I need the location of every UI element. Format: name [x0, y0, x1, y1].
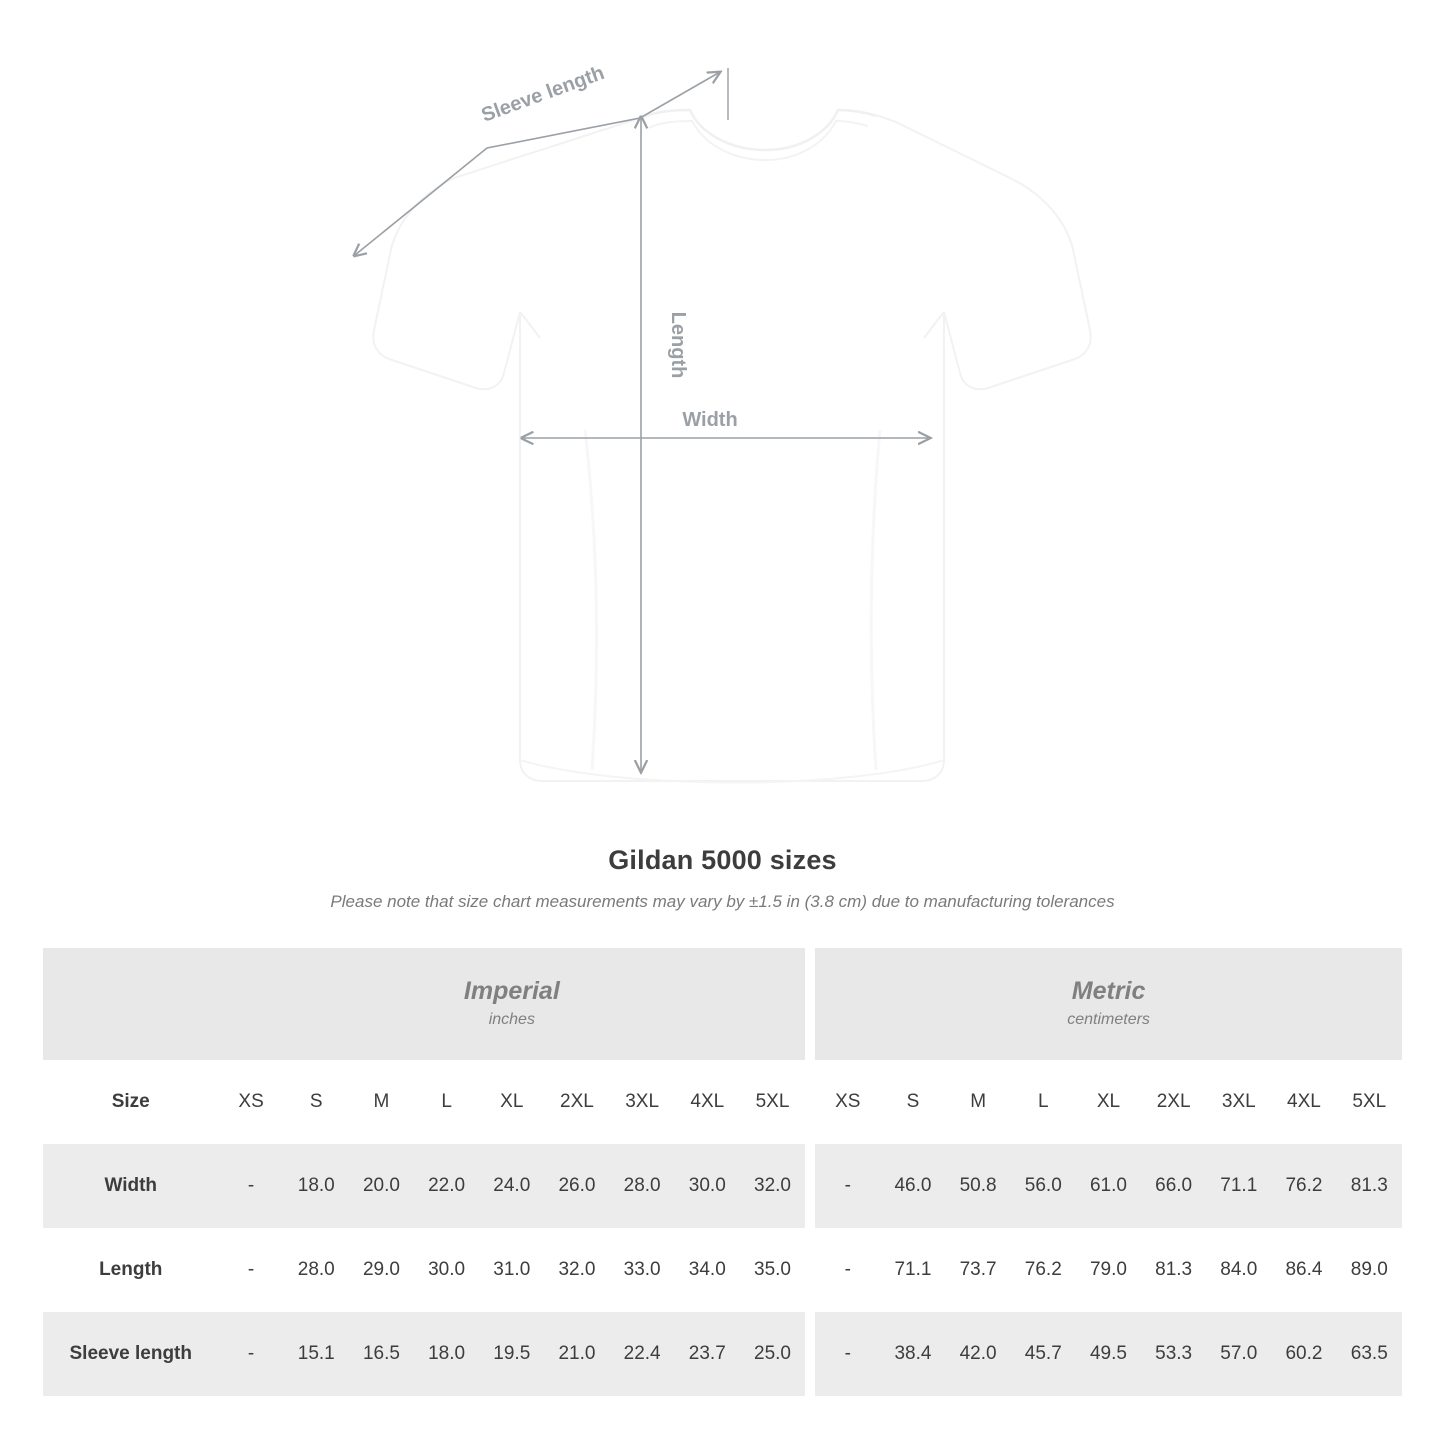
cell-width-imperial-3xl: 28.0: [610, 1144, 675, 1228]
cell-length-metric-xs: -: [844, 1259, 851, 1280]
cell-sleeve-imperial-3xl: 22.4: [610, 1312, 675, 1396]
row-label-width: Width: [43, 1144, 219, 1228]
unit-metric-sub: centimeters: [1067, 1010, 1150, 1028]
cell-length-imperial-2xl: 32.0: [558, 1259, 596, 1280]
size-header-imperial-5xl: 5XL: [740, 1060, 805, 1144]
row-label-sleeve-length: Sleeve length: [43, 1312, 219, 1396]
cell-length-imperial-3xl: 33.0: [623, 1259, 661, 1280]
cell-length-metric-l: 76.2: [1024, 1259, 1062, 1280]
cell-sleeve-metric-5xl: 63.5: [1337, 1312, 1402, 1396]
table-row: [43, 1144, 1402, 1228]
length-label: Length: [667, 311, 689, 379]
cell-sleeve-metric-4xl: 60.2: [1271, 1312, 1336, 1396]
size-header-imperial-xl: XL: [479, 1060, 544, 1144]
size-header-imperial-l: L: [414, 1060, 479, 1144]
row-gap-width: [805, 1144, 815, 1228]
unit-header-row: [43, 948, 1402, 1060]
size-header-metric-4xl: 4XL: [1271, 1060, 1336, 1144]
cell-width-imperial-m: 20.0: [349, 1144, 414, 1228]
cell-width-metric-m: 50.8: [946, 1144, 1011, 1228]
size-header-gap: [805, 1060, 815, 1144]
cell-width-metric-2xl: 66.0: [1141, 1144, 1206, 1228]
cell-width-imperial-xl: 24.0: [479, 1144, 544, 1228]
title-block: [0, 845, 1445, 912]
size-header-metric-2xl: 2XL: [1141, 1060, 1206, 1144]
cell-sleeve-imperial-s: 15.1: [284, 1312, 349, 1396]
cell-length-metric-3xl: 84.0: [1220, 1259, 1258, 1280]
unit-imperial-name: Imperial: [463, 976, 560, 1005]
size-header-imperial-s: S: [284, 1060, 349, 1144]
cell-width-metric-4xl: 76.2: [1271, 1144, 1336, 1228]
cell-width-metric-xl: 61.0: [1076, 1144, 1141, 1228]
cell-sleeve-metric-xs: -: [815, 1312, 880, 1396]
unit-metric-name: Metric: [1071, 976, 1146, 1005]
cell-length-metric-s: 71.1: [894, 1259, 932, 1280]
size-header-metric-5xl: 5XL: [1337, 1060, 1402, 1144]
cell-width-imperial-4xl: 30.0: [675, 1144, 740, 1228]
cell-width-metric-l: 56.0: [1011, 1144, 1076, 1228]
cell-length-metric-m: 73.7: [959, 1259, 997, 1280]
cell-length-metric-2xl: 81.3: [1155, 1259, 1193, 1280]
size-header-metric-3xl: 3XL: [1206, 1060, 1271, 1144]
size-header-imperial-xs: XS: [219, 1060, 284, 1144]
cell-width-imperial-l: 22.0: [414, 1144, 479, 1228]
size-header-metric-s: S: [880, 1060, 945, 1144]
sleeve-length-label: Sleeve length: [478, 61, 608, 127]
size-header-imperial-2xl: 2XL: [544, 1060, 609, 1144]
cell-sleeve-metric-s: 38.4: [880, 1312, 945, 1396]
cell-length-imperial-xs: -: [247, 1259, 255, 1280]
size-header-row: [43, 1060, 1402, 1144]
cell-width-metric-xs: -: [815, 1144, 880, 1228]
cell-sleeve-metric-3xl: 57.0: [1206, 1312, 1271, 1396]
unit-header-metric: [815, 948, 1402, 1060]
size-header-imperial-4xl: 4XL: [675, 1060, 740, 1144]
cell-sleeve-metric-m: 42.0: [946, 1312, 1011, 1396]
unit-header-imperial: [219, 948, 806, 1060]
cell-width-metric-3xl: 71.1: [1206, 1144, 1271, 1228]
unit-imperial-sub: inches: [488, 1010, 535, 1028]
row-label-length: Length: [99, 1259, 163, 1280]
page-title: Gildan 5000 sizes: [608, 845, 837, 875]
cell-length-imperial-4xl: 34.0: [688, 1259, 726, 1280]
cell-sleeve-metric-2xl: 53.3: [1141, 1312, 1206, 1396]
cell-length-metric-4xl: 86.4: [1285, 1259, 1323, 1280]
cell-width-imperial-5xl: 32.0: [740, 1144, 805, 1228]
cell-sleeve-imperial-5xl: 25.0: [740, 1312, 805, 1396]
cell-sleeve-imperial-xl: 19.5: [479, 1312, 544, 1396]
cell-length-imperial-s: 28.0: [297, 1259, 335, 1280]
size-header-imperial-m: M: [349, 1060, 414, 1144]
cell-width-imperial-2xl: 26.0: [544, 1144, 609, 1228]
cell-sleeve-imperial-m: 16.5: [349, 1312, 414, 1396]
size-header-metric-xl: XL: [1076, 1060, 1141, 1144]
cell-length-imperial-m: 29.0: [362, 1259, 400, 1280]
cell-sleeve-imperial-xs: -: [219, 1312, 284, 1396]
cell-length-imperial-l: 30.0: [428, 1259, 466, 1280]
tshirt-shape: [373, 110, 1090, 783]
cell-length-imperial-xl: 31.0: [493, 1259, 531, 1280]
unit-header-gap: [805, 948, 815, 1060]
unit-header-empty: [43, 948, 219, 1060]
cell-width-metric-5xl: 81.3: [1337, 1144, 1402, 1228]
size-header-imperial-3xl: 3XL: [610, 1060, 675, 1144]
size-header-label: Size: [43, 1060, 219, 1144]
row-gap-sleeve: [805, 1312, 815, 1396]
width-label: Width: [682, 409, 738, 431]
cell-sleeve-imperial-l: 18.0: [414, 1312, 479, 1396]
size-table-wrapper: [43, 948, 1402, 1396]
size-header-metric-m: M: [946, 1060, 1011, 1144]
table-row: [43, 1228, 1402, 1312]
cell-length-metric-5xl: 89.0: [1350, 1259, 1388, 1280]
size-header-metric-l: L: [1011, 1060, 1076, 1144]
cell-sleeve-metric-l: 45.7: [1011, 1312, 1076, 1396]
cell-length-metric-xl: 79.0: [1089, 1259, 1127, 1280]
table-row: [43, 1312, 1402, 1396]
cell-width-imperial-s: 18.0: [284, 1144, 349, 1228]
cell-width-imperial-xs: -: [219, 1144, 284, 1228]
size-header-metric-xs: XS: [815, 1060, 880, 1144]
cell-sleeve-metric-xl: 49.5: [1076, 1312, 1141, 1396]
tolerance-note: Please note that size chart measurements may vary by ±1.5 in (3.8 cm) due to manufacturing tolerances: [330, 892, 1115, 911]
cell-length-imperial-5xl: 35.0: [754, 1259, 791, 1280]
row-gap-length: [805, 1228, 815, 1312]
size-table: [43, 948, 1402, 1396]
cell-width-metric-s: 46.0: [880, 1144, 945, 1228]
cell-sleeve-imperial-2xl: 21.0: [544, 1312, 609, 1396]
cell-sleeve-imperial-4xl: 23.7: [675, 1312, 740, 1396]
